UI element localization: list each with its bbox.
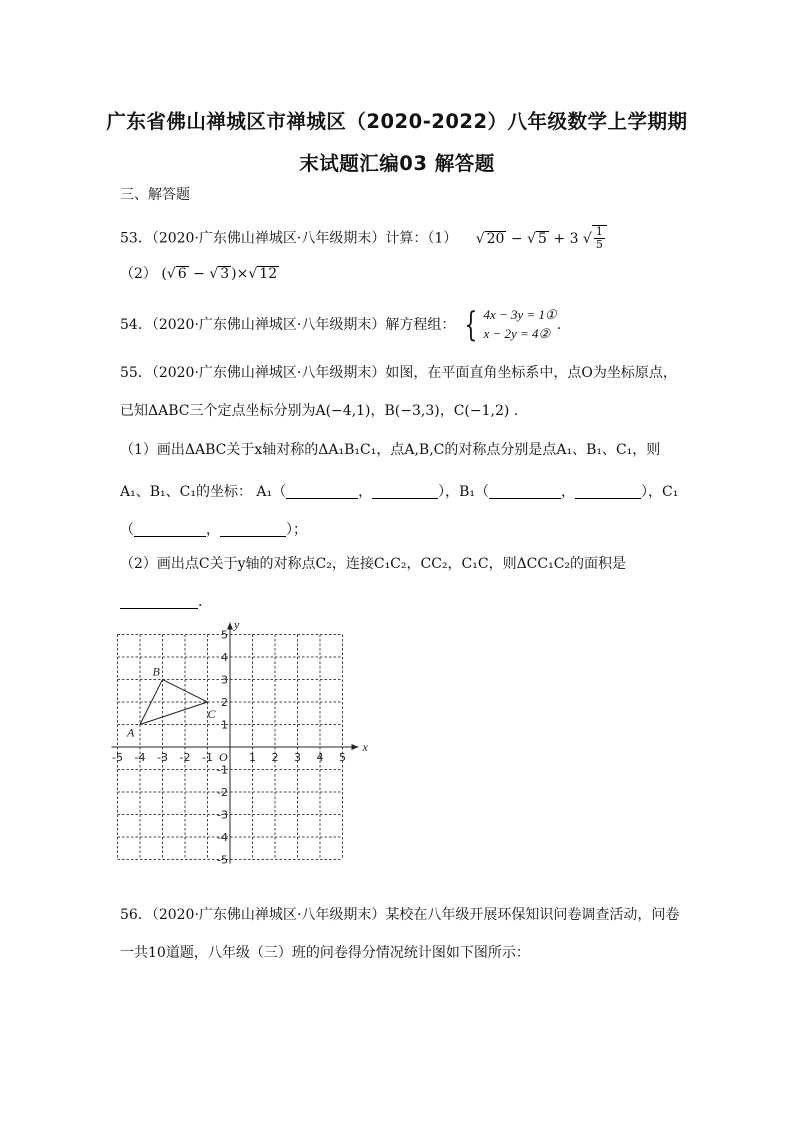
fraction-numerator: 1 [595,225,603,238]
c1-close-paren: ）； [286,522,307,538]
sqrt-frac [592,225,607,251]
answer-blank-a1x[interactable] [286,484,358,499]
c1-open-paren: （ [120,522,134,538]
equation-1: 4x − 3y = 1① [483,307,557,322]
answer-blank-c1x[interactable] [134,522,206,537]
q55-line-7 [120,594,202,609]
y-tick-label: -1 [217,763,228,777]
q55-line-6: （2）画出点C关于y轴的对称点C₂，连接C₁C₂，CC₂，C₁C，则ΔCC₁C₂的面积是 [120,556,627,572]
comma: ， [561,484,576,500]
x-tick-label: 4 [316,751,324,764]
q53-part2-label: （2） [120,266,157,282]
comma: ， [206,522,220,538]
answer-blank-b1y[interactable] [575,484,641,499]
y-tick-label: 4 [221,651,228,664]
q53-prefix: 53．（2020·广东佛山禅城区·八年级期末）计算：（1） [120,230,458,247]
sqrt-20: 20 [486,230,505,247]
c1-open: ），C₁ [641,484,679,500]
page-title-line-1: 广东省佛山禅城区市禅城区（2020-2022）八年级数学上学期期 [106,110,688,133]
x-tick-label: -3 [157,751,168,764]
q55-line-3: （1）画出ΔABC关于x轴对称的ΔA₁B₁C₁，点A,B,C的对称点分别是点A₁、B₁、C₁，则 [120,442,661,458]
x-tick-label: -2 [179,751,191,764]
q55-line-4 [120,484,678,499]
q55-line-2: 已知ΔABC三个定点坐标分别为A(−4,1)，B(−3,3)，C(−1,2) . [120,403,519,419]
equation-system [460,306,557,344]
x-tick-label: 5 [339,751,346,764]
q56-line-1: 56．（2020·广东佛山禅城区·八年级期末）某校在八年级开展环保知识问卷调查活动，问卷 [120,907,680,923]
comma: ， [358,484,373,500]
section-heading: 三、解答题 [120,187,190,203]
answer-blank-c1y[interactable] [220,522,286,537]
sqrt-6: 6 [177,266,187,282]
y-tick-label: 1 [221,718,228,732]
x-axis-arrow [352,744,359,750]
q56-line-2: 一共10道题，八年级（三）班的问卷得分情况统计图如下图所示： [120,945,530,961]
sqrt-12: 12 [259,266,278,282]
q54-line [120,306,561,344]
q55-line-5 [120,522,307,537]
q53-line-2 [120,266,279,282]
period: . [198,594,203,610]
q54-period: . [556,316,562,333]
brace-symbol: { [464,304,478,345]
y-tick-label: -3 [217,808,228,822]
answer-blank-b1x[interactable] [489,484,561,499]
point-label-c: C [207,707,216,721]
x-tick-label: 3 [294,751,301,764]
equation-2: x − 2y = 4② [483,325,551,341]
point-label-a: A [127,725,135,740]
y-tick-label: 5 [221,628,228,642]
y-tick-label: 3 [221,673,228,687]
q53-line-1 [120,225,607,251]
x-tick-label: -5 [112,751,123,764]
page-title-line-2: 末试题汇编03 解答题 [299,152,495,175]
x-tick-label: 1 [249,751,256,764]
fraction-denominator: 5 [595,238,603,252]
q55-line-1: 55．（2020·广东佛山禅城区·八年级期末）如图，在平面直角坐标系中，点O为坐标原点， [120,365,677,381]
point-label-b: B [152,664,160,679]
y-axis-label: y [234,617,240,632]
y-tick-label: -5 [217,853,228,867]
y-tick-label: -4 [217,831,228,844]
answer-blank-area[interactable] [120,594,198,609]
minus-sign: − [510,230,523,247]
sqrt-5: 5 [538,230,547,247]
coordinate-grid-figure [112,612,388,867]
x-tick-label: -1 [202,751,213,764]
x-tick-label: -4 [134,751,146,764]
plus-three: + 3 [553,230,579,247]
answer-blank-a1y[interactable] [372,484,438,499]
q55-coord-prefix: A₁、B₁、C₁的坐标： A₁（ [120,484,287,500]
times-sign: × [236,266,249,282]
q54-prefix: 54．（2020·广东佛山禅城区·八年级期末）解方程组： [120,316,456,333]
y-tick-label: 2 [221,696,228,709]
y-tick-label: -2 [217,786,228,799]
sqrt-3: 3 [220,266,230,282]
fraction [594,226,605,251]
x-tick-label: 2 [271,751,279,764]
b1-open: ），B₁（ [438,484,490,500]
q53-expression-1: √ 20 − √ 5 + 3 √ $\frac{1}{5}$ [476,231,607,247]
origin-label: O [219,750,228,764]
q53-expression-2: (√ 6 − √ 3 )×√ 12 [161,266,278,282]
x-axis-label: x [362,740,368,754]
